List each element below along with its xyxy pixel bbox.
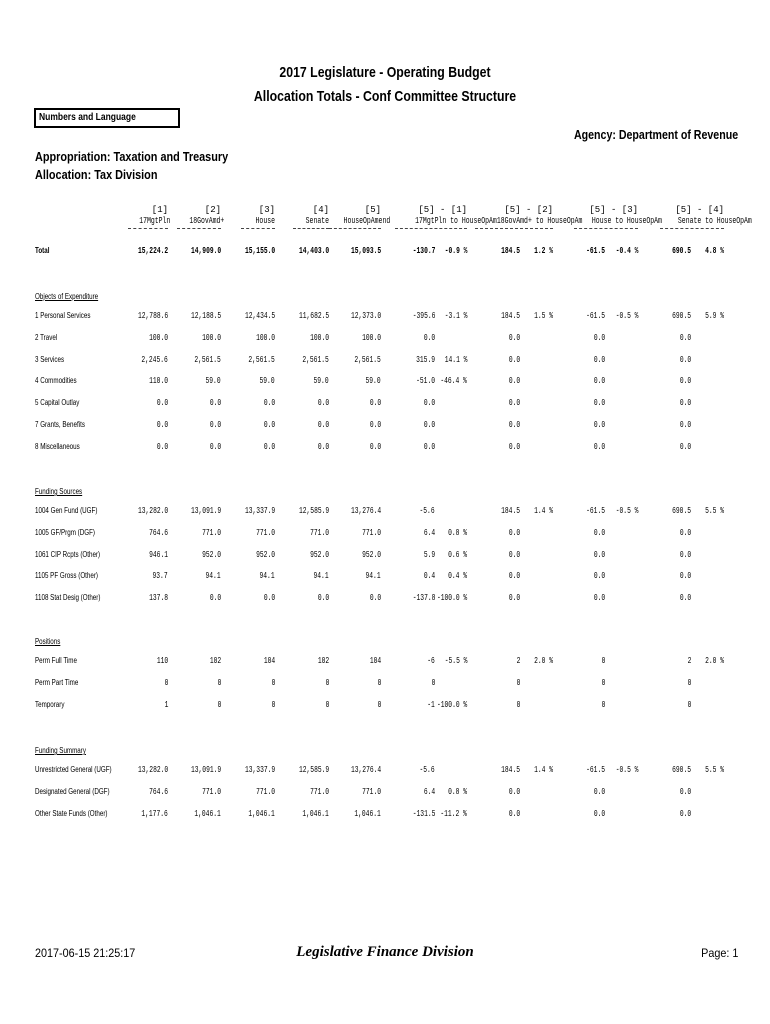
cell-value: 12,585.9	[298, 506, 329, 516]
cell-value: 0.0	[317, 398, 329, 408]
cell-value: 771.0	[362, 528, 381, 538]
cell-value: 690.5	[672, 311, 691, 321]
cell-value: 0.0	[679, 809, 691, 819]
cell-value: 0.0	[679, 333, 691, 343]
cell-value: 315.9	[416, 355, 435, 365]
cell-value: 0.0	[156, 420, 168, 430]
column-number: [1]	[151, 205, 168, 215]
cell-value: 13,337.9	[244, 765, 275, 775]
cell-value: 1,046.1	[248, 809, 275, 819]
cell-value: 184.5	[501, 765, 520, 775]
cell-value: 59.0	[313, 376, 329, 386]
cell-value: 0.4	[423, 571, 435, 581]
cell-value: 0.0	[263, 442, 275, 452]
column-number: [5] - [2]	[504, 205, 553, 215]
cell-value: 0.0	[369, 398, 381, 408]
cell-value: 0.0	[508, 787, 520, 797]
cell-value: 59.0	[205, 376, 221, 386]
column-underline	[241, 228, 275, 229]
row-label: 4 Commodities	[35, 376, 77, 385]
row-label: Temporary	[35, 700, 65, 709]
cell-value: 184.5	[501, 506, 520, 516]
cell-value: 0	[687, 678, 691, 688]
cell-value: 946.1	[149, 550, 168, 560]
row-label: 7 Grants, Benefits	[35, 420, 85, 429]
column-label: Senate to HouseOpAm	[677, 216, 752, 226]
section-title: Funding Summary	[35, 746, 86, 755]
cell-value: -137.8	[412, 593, 435, 603]
cell-value: 93.7	[152, 571, 168, 581]
cell-value: 137.8	[149, 593, 168, 603]
cell-value: 952.0	[256, 550, 275, 560]
cell-value: 2,561.5	[194, 355, 221, 365]
cell-value: -100.0 %	[436, 593, 467, 603]
cell-value: 1,177.6	[141, 809, 168, 819]
column-label: House	[255, 216, 275, 226]
cell-value: 0.0	[593, 787, 605, 797]
cell-value: 13,337.9	[244, 506, 275, 516]
cell-value: 0.0	[593, 550, 605, 560]
column-header	[660, 205, 752, 227]
cell-value: 0.0	[423, 420, 435, 430]
cell-value: 15,224.2	[137, 246, 168, 256]
column-header	[128, 205, 171, 227]
cell-value: 0	[516, 678, 520, 688]
cell-value: 102	[209, 656, 221, 666]
agency-label: Agency: Department of Revenue	[573, 128, 738, 142]
cell-value: -61.5	[586, 765, 605, 775]
column-underline	[177, 228, 221, 229]
cell-value: 0.0	[317, 593, 329, 603]
cell-value: 0	[325, 678, 329, 688]
cell-value: -1	[427, 700, 435, 710]
cell-value: 5.5 %	[705, 765, 724, 775]
cell-value: 0.0	[593, 420, 605, 430]
cell-value: 11,682.5	[298, 311, 329, 321]
cell-value: 1.4 %	[534, 506, 553, 516]
column-label: 18GovAmd+	[189, 216, 225, 226]
cell-value: 0.8 %	[448, 787, 467, 797]
cell-value: 0.4 %	[448, 571, 467, 581]
cell-value: 1.4 %	[534, 765, 553, 775]
cell-value: 0	[377, 678, 381, 688]
cell-value: 690.5	[672, 246, 691, 256]
cell-value: 0.0	[679, 398, 691, 408]
page-number: Page: 1	[700, 946, 738, 960]
cell-value: 94.1	[365, 571, 381, 581]
cell-value: 0.0	[593, 398, 605, 408]
cell-value: 764.6	[149, 787, 168, 797]
cell-value: 0.0	[317, 420, 329, 430]
cell-value: 2,245.6	[141, 355, 168, 365]
cell-value: 13,282.0	[137, 765, 168, 775]
cell-value: 0.0	[679, 787, 691, 797]
row-label: Perm Full Time	[35, 656, 77, 665]
cell-value: 12,434.5	[244, 311, 275, 321]
cell-value: -6	[427, 656, 435, 666]
cell-value: 0.0	[156, 398, 168, 408]
cell-value: 771.0	[256, 528, 275, 538]
cell-value: 0.0	[508, 420, 520, 430]
cell-value: 14.1 %	[444, 355, 467, 365]
column-header	[293, 205, 329, 227]
cell-value: 12,373.0	[350, 311, 381, 321]
column-number: [5] - [4]	[675, 205, 724, 215]
cell-value: 104	[263, 656, 275, 666]
row-label: 1061 CIP Rcpts (Other)	[35, 550, 101, 559]
cell-value: 2,561.5	[248, 355, 275, 365]
cell-value: 13,276.4	[350, 765, 381, 775]
cell-value: 12,788.6	[137, 311, 168, 321]
cell-value: 690.5	[672, 765, 691, 775]
row-label: 1 Personal Services	[35, 311, 91, 320]
cell-value: 100.0	[310, 333, 329, 343]
column-header	[241, 205, 275, 227]
cell-value: 0.0	[369, 442, 381, 452]
cell-value: 6.4	[423, 528, 435, 538]
row-label: 5 Capital Outlay	[35, 398, 80, 407]
cell-value: -100.0 %	[436, 700, 467, 710]
cell-value: 100.0	[362, 333, 381, 343]
cell-value: 2.0 %	[534, 656, 553, 666]
report-title: 2017 Legislature - Operating Budget	[279, 64, 491, 81]
report-subtitle: Allocation Totals - Conf Committee Structure	[253, 88, 517, 105]
cell-value: 0.0	[593, 593, 605, 603]
cell-value: 0.0	[679, 593, 691, 603]
cell-value: 0.0	[593, 333, 605, 343]
cell-value: 0	[601, 700, 605, 710]
cell-value: 2,561.5	[354, 355, 381, 365]
column-label: HouseOpAmend	[343, 216, 391, 226]
cell-value: -0.5 %	[615, 765, 638, 775]
cell-value: 14,403.0	[298, 246, 329, 256]
cell-value: 14,909.0	[190, 246, 221, 256]
column-header	[395, 205, 497, 227]
cell-value: 0	[217, 700, 221, 710]
cell-value: -0.5 %	[615, 506, 638, 516]
cell-value: 0.0	[369, 420, 381, 430]
cell-value: 0.0	[423, 398, 435, 408]
cell-value: 0	[601, 678, 605, 688]
cell-value: 0.0	[369, 593, 381, 603]
cell-value: -131.5	[412, 809, 435, 819]
cell-value: -0.4 %	[615, 246, 638, 256]
column-number: [4]	[312, 205, 329, 215]
column-label: 17MgtPln to HouseOpAm	[415, 216, 497, 226]
row-label: 1108 Stat Desig (Other)	[35, 593, 101, 602]
cell-value: 0.8 %	[448, 528, 467, 538]
cell-value: 5.5 %	[705, 506, 724, 516]
cell-value: -5.6	[419, 765, 435, 775]
cell-value: 0.0	[317, 442, 329, 452]
row-label: 1105 PF Gross (Other)	[35, 571, 98, 580]
cell-value: 0.0	[209, 593, 221, 603]
column-underline	[293, 228, 329, 229]
cell-value: 0.0	[156, 442, 168, 452]
cell-value: 771.0	[256, 787, 275, 797]
cell-value: 690.5	[672, 506, 691, 516]
column-label: Senate	[305, 216, 329, 226]
column-header	[475, 205, 583, 227]
cell-value: 764.6	[149, 528, 168, 538]
cell-value: 0.0	[263, 593, 275, 603]
column-number: [2]	[204, 205, 221, 215]
cell-value: 0.0	[508, 528, 520, 538]
column-number: [5] - [1]	[418, 205, 467, 215]
column-label: 17MgtPln	[139, 216, 171, 226]
cell-value: 13,276.4	[350, 506, 381, 516]
row-label: 3 Services	[35, 355, 65, 364]
cell-value: 4.8 %	[705, 246, 724, 256]
section-title: Objects of Expenditure	[35, 292, 99, 301]
cell-value: 0	[217, 678, 221, 688]
cell-value: 15,155.0	[244, 246, 275, 256]
column-underline	[574, 228, 638, 229]
cell-value: 0	[164, 678, 168, 688]
row-label: Total	[35, 246, 50, 255]
cell-value: -11.2 %	[440, 809, 467, 819]
column-header	[329, 205, 391, 227]
cell-value: 0.0	[508, 333, 520, 343]
row-label: 1005 GF/Prgm (DGF)	[35, 528, 95, 537]
cell-value: 1.5 %	[534, 311, 553, 321]
cell-value: 13,282.0	[137, 506, 168, 516]
column-header	[177, 205, 225, 227]
cell-value: 102	[317, 656, 329, 666]
column-number: [5] - [3]	[589, 205, 638, 215]
row-label: Designated General (DGF)	[35, 787, 110, 796]
column-header	[574, 205, 662, 227]
column-label: House to HouseOpAm	[591, 216, 662, 226]
cell-value: 184.5	[501, 311, 520, 321]
cell-value: 0.0	[679, 376, 691, 386]
cell-value: 0.0	[209, 420, 221, 430]
section-title: Positions	[35, 637, 61, 646]
cell-value: 0.0	[593, 355, 605, 365]
cell-value: 100.0	[149, 333, 168, 343]
cell-value: 771.0	[310, 787, 329, 797]
cell-value: 0.0	[593, 528, 605, 538]
cell-value: 6.4	[423, 787, 435, 797]
cell-value: 110	[156, 656, 168, 666]
row-label: 1004 Gen Fund (UGF)	[35, 506, 98, 515]
cell-value: -130.7	[412, 246, 435, 256]
cell-value: -5.6	[419, 506, 435, 516]
cell-value: 0.0	[508, 550, 520, 560]
row-label: Perm Part Time	[35, 678, 79, 687]
cell-value: 94.1	[205, 571, 221, 581]
cell-value: 110.0	[149, 376, 168, 386]
cell-value: 1,046.1	[302, 809, 329, 819]
cell-value: 0.6 %	[448, 550, 467, 560]
cell-value: 0.0	[679, 355, 691, 365]
cell-value: 94.1	[313, 571, 329, 581]
cell-value: 0	[687, 700, 691, 710]
cell-value: 771.0	[202, 528, 221, 538]
cell-value: 13,091.9	[190, 765, 221, 775]
cell-value: 100.0	[256, 333, 275, 343]
cell-value: 94.1	[259, 571, 275, 581]
section-title: Funding Sources	[35, 487, 83, 496]
cell-value: 0.0	[508, 593, 520, 603]
report-datetime: 2017-06-15 21:25:17	[35, 946, 136, 960]
cell-value: 0.0	[593, 809, 605, 819]
cell-value: 0.0	[508, 355, 520, 365]
cell-value: 0.0	[209, 398, 221, 408]
numbers-language-label: Numbers and Language	[39, 112, 136, 123]
row-label: Other State Funds (Other)	[35, 809, 108, 818]
cell-value: 15,093.5	[350, 246, 381, 256]
cell-value: 0.0	[508, 398, 520, 408]
cell-value: 0	[325, 700, 329, 710]
cell-value: 2.0 %	[705, 656, 724, 666]
cell-value: 2,561.5	[302, 355, 329, 365]
cell-value: -46.4 %	[440, 376, 467, 386]
cell-value: 0.0	[679, 442, 691, 452]
cell-value: 1,046.1	[194, 809, 221, 819]
cell-value: 0.0	[508, 376, 520, 386]
cell-value: 0	[431, 678, 435, 688]
cell-value: 5.9 %	[705, 311, 724, 321]
column-underline	[475, 228, 553, 229]
cell-value: 5.9	[423, 550, 435, 560]
cell-value: 0.0	[679, 528, 691, 538]
cell-value: -3.1 %	[444, 311, 467, 321]
cell-value: 0.0	[263, 398, 275, 408]
cell-value: 0	[601, 656, 605, 666]
column-label: 18GovAmd+ to HouseOpAm	[496, 216, 583, 226]
cell-value: 0.0	[209, 442, 221, 452]
cell-value: 0.0	[593, 571, 605, 581]
cell-value: 13,091.9	[190, 506, 221, 516]
cell-value: 0.0	[508, 571, 520, 581]
cell-value: 771.0	[362, 787, 381, 797]
cell-value: 0.0	[679, 420, 691, 430]
cell-value: 100.0	[202, 333, 221, 343]
row-label: 2 Travel	[35, 333, 58, 342]
cell-value: 0.0	[423, 333, 435, 343]
cell-value: 0.0	[679, 571, 691, 581]
cell-value: 0.0	[508, 442, 520, 452]
cell-value: 2	[687, 656, 691, 666]
cell-value: 771.0	[310, 528, 329, 538]
cell-value: 0	[377, 700, 381, 710]
column-underline	[329, 228, 381, 229]
cell-value: 0	[271, 700, 275, 710]
cell-value: 2	[516, 656, 520, 666]
cell-value: -395.6	[412, 311, 435, 321]
column-underline	[660, 228, 724, 229]
cell-value: 184.5	[501, 246, 520, 256]
cell-value: 952.0	[310, 550, 329, 560]
column-number: [3]	[258, 205, 275, 215]
cell-value: 0	[271, 678, 275, 688]
cell-value: 0.0	[508, 809, 520, 819]
cell-value: 59.0	[365, 376, 381, 386]
cell-value: 1,046.1	[354, 809, 381, 819]
cell-value: -61.5	[586, 506, 605, 516]
cell-value: 1.2 %	[534, 246, 553, 256]
cell-value: -0.9 %	[444, 246, 467, 256]
cell-value: 0.0	[679, 550, 691, 560]
cell-value: 952.0	[362, 550, 381, 560]
row-label: Unrestricted General (UGF)	[35, 765, 112, 774]
cell-value: 0.0	[263, 420, 275, 430]
column-number: [5]	[364, 205, 381, 215]
cell-value: -51.0	[416, 376, 435, 386]
cell-value: 0.0	[593, 442, 605, 452]
cell-value: 952.0	[202, 550, 221, 560]
cell-value: -5.5 %	[444, 656, 467, 666]
appropriation-label: Appropriation: Taxation and Treasury	[35, 150, 229, 164]
cell-value: 0.0	[423, 442, 435, 452]
allocation-label: Allocation: Tax Division	[35, 168, 158, 182]
cell-value: 0	[516, 700, 520, 710]
cell-value: -61.5	[586, 311, 605, 321]
cell-value: -0.5 %	[615, 311, 638, 321]
column-underline	[395, 228, 467, 229]
row-label: 8 Miscellaneous	[35, 442, 80, 451]
cell-value: 0.0	[593, 376, 605, 386]
cell-value: 12,585.9	[298, 765, 329, 775]
footer-division: Legislative Finance Division	[296, 944, 474, 960]
cell-value: 59.0	[259, 376, 275, 386]
cell-value: 771.0	[202, 787, 221, 797]
cell-value: 1	[164, 700, 168, 710]
cell-value: 12,188.5	[190, 311, 221, 321]
cell-value: -61.5	[586, 246, 605, 256]
cell-value: 104	[369, 656, 381, 666]
column-underline	[128, 228, 168, 229]
numbers-language-box	[34, 108, 180, 128]
